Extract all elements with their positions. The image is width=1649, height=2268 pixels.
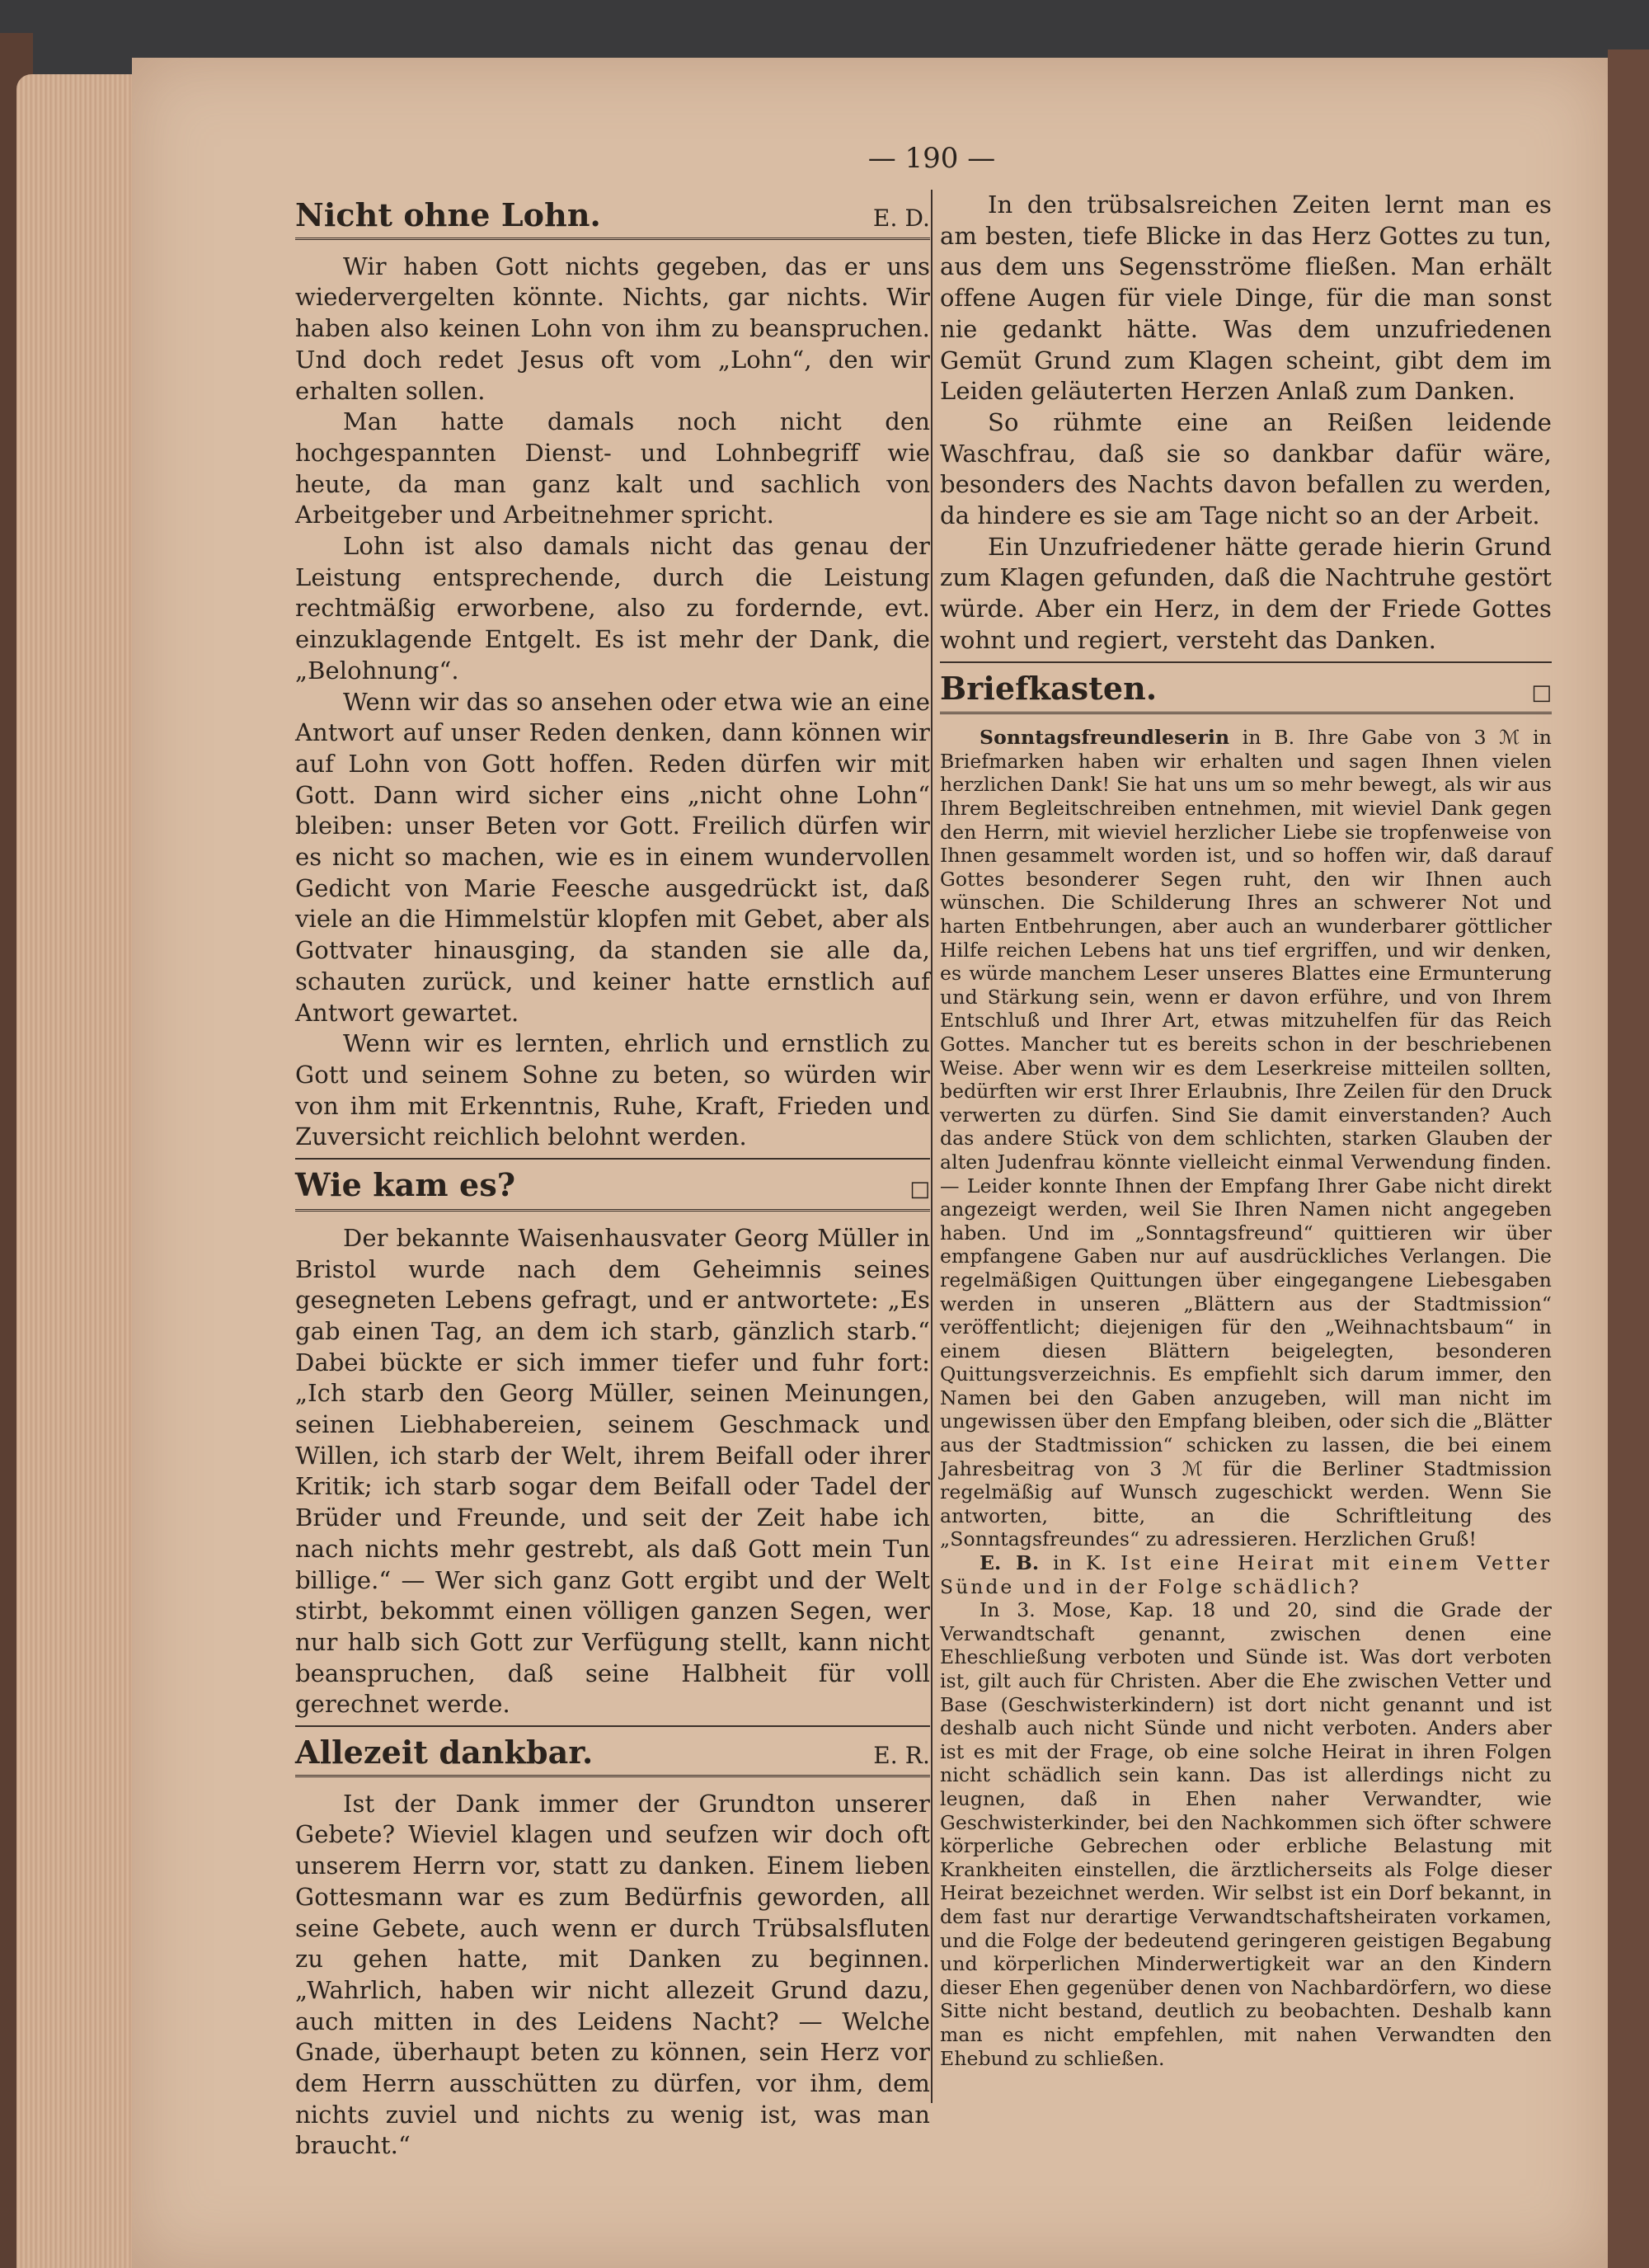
- letter-addressee: E. B.: [980, 1551, 1040, 1575]
- paragraph: Man hatte damals noch nicht den hochgespannten Dienst- und Lohnbegriff wie heute, da man ganz kalt und sachlich von Arbeitgeber und Arbeitnehmer spricht.: [295, 407, 930, 529]
- briefkasten-section: [940, 669, 1552, 2071]
- left-column: [295, 190, 930, 2162]
- section-rule: [295, 1158, 930, 1160]
- letter-text: in B. Ihre Gabe von 3 ℳ in Briefmarken haben wir erhalten und sagen Ihnen vielen herzlichen Dank! Sie hat uns um so mehr bewegt, als wir aus Ihrem Begleitschreiben entnehmen, mit wieviel Dank gegen den Herrn, mit wieviel herzlicher Liebe sie tropfenweise von Ihnen gesammelt worden ist, und so hoffen wir, daß darauf Gottes besonderer Segen ruht, den wir Ihnen auch wünschen. Die Schilderung Ihres an schwerer Not und harten Entbehrungen, aber auch an wunderbarer göttlicher Hilfe reichen Lebens hat uns tief ergriffen, und wir denken, es würde manchem Leser unseres Blattes eine Ermunterung und Stärkung sein, wenn er davon erführe, und von Ihrem Entschluß und Ihrer Art, etwas mitzuhelfen für das Reich Gottes. Mancher tut es bereits schon in der beschriebenen Weise. Aber wenn wir es dem Leserkreise mitteilen sollten, bedürften wir erst Ihrer Erlaubnis, Ihre Zeilen für den Druck verwerten zu dürfen. Sind Sie damit einverstanden? Auch das andere Stück von dem schlichten, starken Glauben der alten Judenfrau könnte vielleicht einmal Verwendung finden. — Leider konnte Ihnen der Empfang Ihrer Gabe nicht direkt angezeigt werden, weil Sie Ihren Namen nicht angegeben haben. Und im „Sonntagsfreund“ quittieren wir über empfangene Gaben nur auf ausdrückliches Verlangen. Die regelmäßigen Quittungen über eingegangene Liebesgaben werden in unseren „Blättern aus der Stadtmission“ veröffentlicht; diejenigen für den „Weihnachtsbaum“ in einem diesen Blättern beigelegten, besonderen Quittungsverzeichnis. Es empfiehlt sich darum immer, den Namen bei den Gaben anzugeben, will man nicht im ungewissen über den Empfang bleiben, oder sich die „Blätter aus der Stadtmission“ schicken zu lassen, die bei einem Jahresbeitrag von 3 ℳ für die Berliner Stadtmission regelmäßig auf Wunsch zugeschickt werden. Wenn Sie antworten, bitte, an die Schriftleitung des „Sonntagsfreundes“ zu adressieren. Herzlichen Gruß!: [940, 726, 1552, 1551]
- page-edges: [16, 74, 148, 2268]
- paragraph: So rühmte eine an Reißen leidende Waschfrau, daß sie so dankbar dafür wäre, besonders des Nachts davon befallen zu werden, da hindere es sie am Tage nicht so an der Arbeit.: [940, 407, 1552, 530]
- article-title: Briefkasten.: [940, 669, 1158, 707]
- article-signature: E. D.: [872, 205, 930, 232]
- letter-question: Ist eine Heirat mit einem Vetter Sünde und in der Folge schädlich?: [940, 1551, 1552, 1598]
- square-ornament-icon: □: [1531, 680, 1552, 705]
- article-heading: [295, 1166, 930, 1212]
- letter-list: [940, 726, 1552, 2070]
- paragraph: Wir haben Gott nichts gegeben, das er uns wiedervergelten könnte. Nichts, gar nichts. Wir haben also keinen Lohn von ihm zu beanspruchen. Und doch redet Jesus oft vom „Lohn“, den wir erhalten sollen.: [295, 252, 930, 405]
- letter-entry: [940, 726, 1552, 1551]
- letter-location: in K.: [1039, 1551, 1121, 1575]
- paragraph: Wenn wir es lernten, ehrlich und ernstlich zu Gott und seinem Sohne zu beten, so würden wir von ihm mit Erkenntnis, Ruhe, Kraft, Frieden und Zuversicht reichlich belohnt werden.: [295, 1029, 930, 1151]
- section-rule: [940, 661, 1552, 663]
- article-signature: E. R.: [873, 1742, 930, 1770]
- paragraph: Wenn wir das so ansehen oder etwa wie an eine Antwort auf unser Reden denken, dann können wir auf Lohn von Gott hoffen. Reden dürfen wir mit Gott. Dann wird sicher eins „nicht ohne Lohn“ bleiben: unser Beten vor Gott. Freilich dürfen wir es nicht so machen, wie es in einem wundervollen Gedicht von Marie Feesche ausgedrückt ist, daß viele an die Himmelstür klopfen mit Gebet, aber als Gottvater hinausging, da standen sie alle da, schauten zurück, und keiner hatte ernstlich auf Antwort gewartet.: [295, 687, 930, 1027]
- article-nicht-ohne-lohn: [295, 196, 930, 1153]
- article-title: Nicht ohne Lohn.: [295, 196, 601, 233]
- letter-entry: [940, 1551, 1552, 1598]
- article-heading: [295, 196, 930, 240]
- letter-addressee: Sonntagsfreundleserin: [980, 726, 1230, 750]
- book-cover-right: [1608, 49, 1649, 2268]
- article-heading: [295, 1734, 930, 1777]
- column-divider: [931, 190, 933, 2103]
- article-heading: [940, 669, 1552, 715]
- article-title: Allezeit dankbar.: [295, 1734, 594, 1772]
- paragraph: Der bekannte Waisenhausvater Georg Müller in Bristol wurde nach dem Geheimnis seines gesegneten Lebens gefragt, und er antwortete: „Es gab einen Tag, an dem ich starb, gänzlich starb.“ Dabei bückte er sich immer tiefer und fuhr fort: „Ich starb den Georg Müller, seinen Meinungen, seinen Liebhabereien, seinem Geschmack und Willen, ich starb der Welt, ihrem Beifall oder ihrer Kritik; ich starb sogar dem Beifall oder Tadel der Brüder und Freunde, und seit der Zeit habe ich nach nichts mehr gestrebt, als daß Gott mein Tun billige.“ — Wer sich ganz Gott ergibt und der Welt stirbt, bekommt einen völligen ganzen Segen, wer nur halb sich Gott zur Verfügung stellt, kann nicht beanspruchen, daß seine Halbheit für voll gerechnet werde.: [295, 1223, 930, 1719]
- article-wie-kam-es: [295, 1166, 930, 1720]
- paragraph: Ist der Dank immer der Grundton unserer Gebete? Wieviel klagen und seufzen wir doch oft unserem Herrn vor, statt zu danken. Einem lieben Gottesmann war es zum Bedürfnis geworden, all seine Gebete, auch wenn er durch Trübsalsfluten zu gehen hatte, mit Danken zu beginnen. „Wahrlich, haben wir nicht allezeit Grund dazu, auch mitten in des Leidens Nacht? — Welche Gnade, überhaupt beten zu können, sein Herz vor dem Herrn ausschütten zu dürfen, vor ihm, dem nichts zuviel und nichts zu wenig ist, was man braucht.“: [295, 1789, 930, 2160]
- square-ornament-icon: □: [909, 1177, 930, 1202]
- page-number: — 190 —: [867, 142, 996, 175]
- letter-answer: In 3. Mose, Kap. 18 und 20, sind die Grade der Verwandtschaft genannt, zwischen denen eine Eheschließung verboten und Sünde ist. Was dort verboten ist, gilt auch für Christen. Aber die Ehe zwischen Vetter und Base (Geschwisterkindern) ist dort nicht genannt und ist deshalb auch nicht Sünde und nicht verboten. Anders aber ist es mit der Frage, ob eine solche Heirat in ihren Folgen nicht schädlich sein kann. Das ist allerdings nicht zu leugnen, daß in Ehen naher Verwandter, wie Geschwisterkinder, bei den Nachkommen sich öfter schwere körperliche Gebrechen oder erbliche Belastung mit Krankheiten einstellen, die ärztlicherseits als Folge dieser Heirat bezeichnet werden. Wir selbst ist ein Dorf bekannt, in dem fast nur derartige Verwandtschaftsheiraten vorkamen, und die Folge der bedeutend geringeren geistigen Begabung und körperlichen Minderwertigkeit war an den Kindern dieser Ehen gegenüber denen von Nachbardörfern, wo diese Sitte nicht bestand, deutlich zu beobachten. Deshalb kann man es nicht empfehlen, mit nahen Verwandten den Ehebund zu schließen.: [940, 1598, 1552, 2070]
- article-title: Wie kam es?: [295, 1166, 516, 1204]
- paragraph: Lohn ist also damals nicht das genau der Leistung entsprechende, durch die Leistung rechtmäßig erworbene, also zu fordernde, evt. einzuklagende Entgelt. Es ist mehr der Dank, die „Belohnung“.: [295, 532, 930, 685]
- paragraph: Ein Unzufriedener hätte gerade hierin Grund zum Klagen gefunden, daß die Nachtruhe gestört würde. Aber ein Herz, in dem der Friede Gottes wohnt und regiert, versteht das Danken.: [940, 532, 1552, 654]
- article-allezeit-dankbar-continued: [940, 190, 1552, 656]
- section-rule: [295, 1725, 930, 1727]
- paragraph: In den trübsalsreichen Zeiten lernt man es am besten, tiefe Blicke in das Herz Gottes zu tun, aus dem uns Segensströme fließen. Man erhält offene Augen für viele Dinge, für die man sonst nie gedankt hätte. Was dem unzufriedenen Gemüt Grund zum Klagen scheint, gibt dem im Leiden geläuterten Herzen Anlaß zum Danken.: [940, 191, 1552, 406]
- article-allezeit-dankbar: [295, 1734, 930, 2162]
- right-column: [940, 190, 1552, 2070]
